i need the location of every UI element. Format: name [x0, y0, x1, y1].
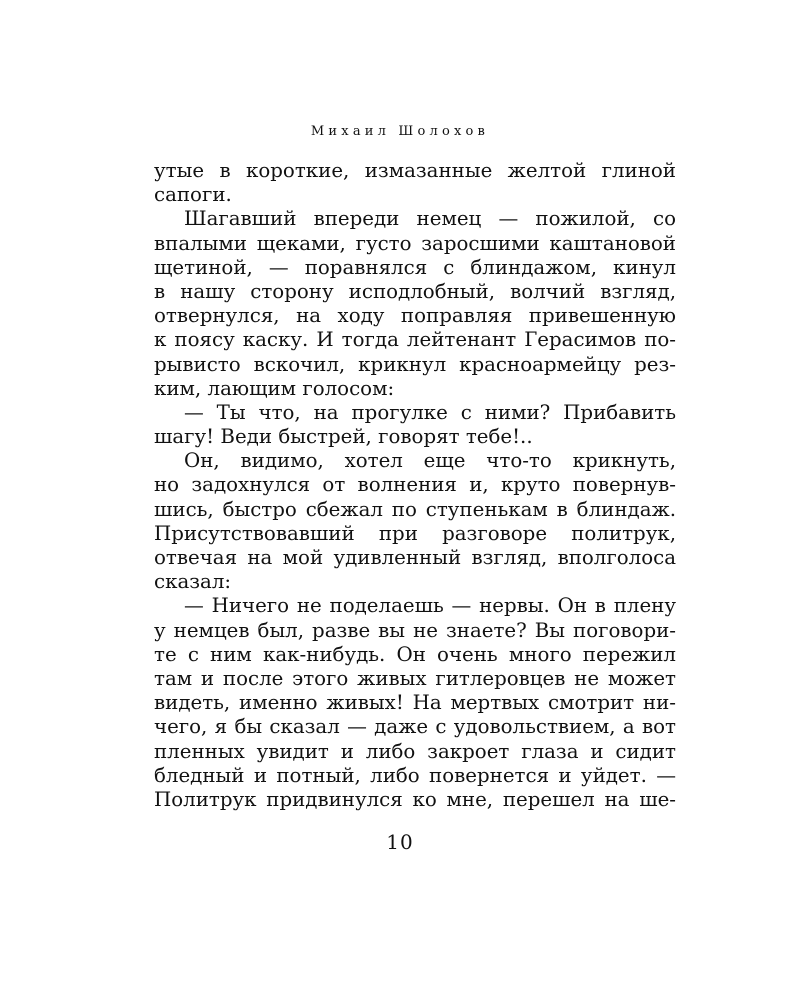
text-line: сказал:	[154, 570, 232, 594]
text-line: в нашу сторону исподлобный, волчий взгляд,	[154, 279, 676, 303]
text-line: пленных увидит и либо закроет глаза и сидит	[154, 739, 676, 763]
text-line: но задохнулся от волнения и, круто повернув-	[154, 473, 676, 497]
running-head: Михаил Шолохов	[310, 124, 490, 139]
text-line: видеть, именно живых! На мертвых смотрит ни-	[154, 691, 676, 715]
text-line: Политрук придвинулся ко мне, перешел на ше-	[154, 787, 676, 811]
text-line: Присутствовавший при разговоре политрук,	[154, 521, 676, 545]
text-line: к поясу каску. И тогда лейтенант Герасимов по-	[154, 328, 676, 352]
text-line: Он, видимо, хотел еще что-то крикнуть,	[184, 449, 676, 473]
text-line: сапоги.	[154, 183, 232, 207]
text-line: отвечая на мой удивленный взгляд, вполголоса	[154, 546, 676, 569]
text-line: впалыми щеками, густо заросшими каштановой	[154, 231, 676, 255]
text-line: — Ничего не поделаешь — нервы. Он в плену	[184, 594, 676, 618]
text-line: — Ты что, на прогулке с ними? Прибавить	[184, 400, 676, 424]
text-line: шагу! Веди быстрей, говорят тебе!..	[154, 425, 533, 449]
text-line: утые в короткие, измазанные желтой глиной	[154, 159, 676, 182]
page-body	[154, 159, 676, 812]
text-line: ким, лающим голосом:	[154, 376, 395, 400]
page-number: 10	[386, 830, 414, 854]
text-line: щетиной, — поравнялся с блиндажом, кинул	[154, 255, 676, 279]
text-line: отвернулся, на ходу поправляя привешенную	[154, 304, 676, 328]
text-line: те с ним как-нибудь. Он очень много пережил	[154, 642, 676, 666]
text-line: рывисто вскочил, крикнул красноармейцу рез-	[154, 352, 676, 376]
text-line: шись, быстро сбежал по ступенькам в блиндаж.	[154, 497, 676, 521]
text-line: бледный и потный, либо повернется и уйдет. —	[154, 763, 676, 787]
text-line: чего, я бы сказал — даже с удовольствием, а вот	[154, 715, 676, 739]
text-line: там и после этого живых гитлеровцев не может	[154, 666, 676, 690]
text-line: Шагавший впереди немец — пожилой, со	[184, 207, 676, 231]
text-line: у немцев был, разве вы не знаете? Вы поговори-	[154, 618, 676, 642]
